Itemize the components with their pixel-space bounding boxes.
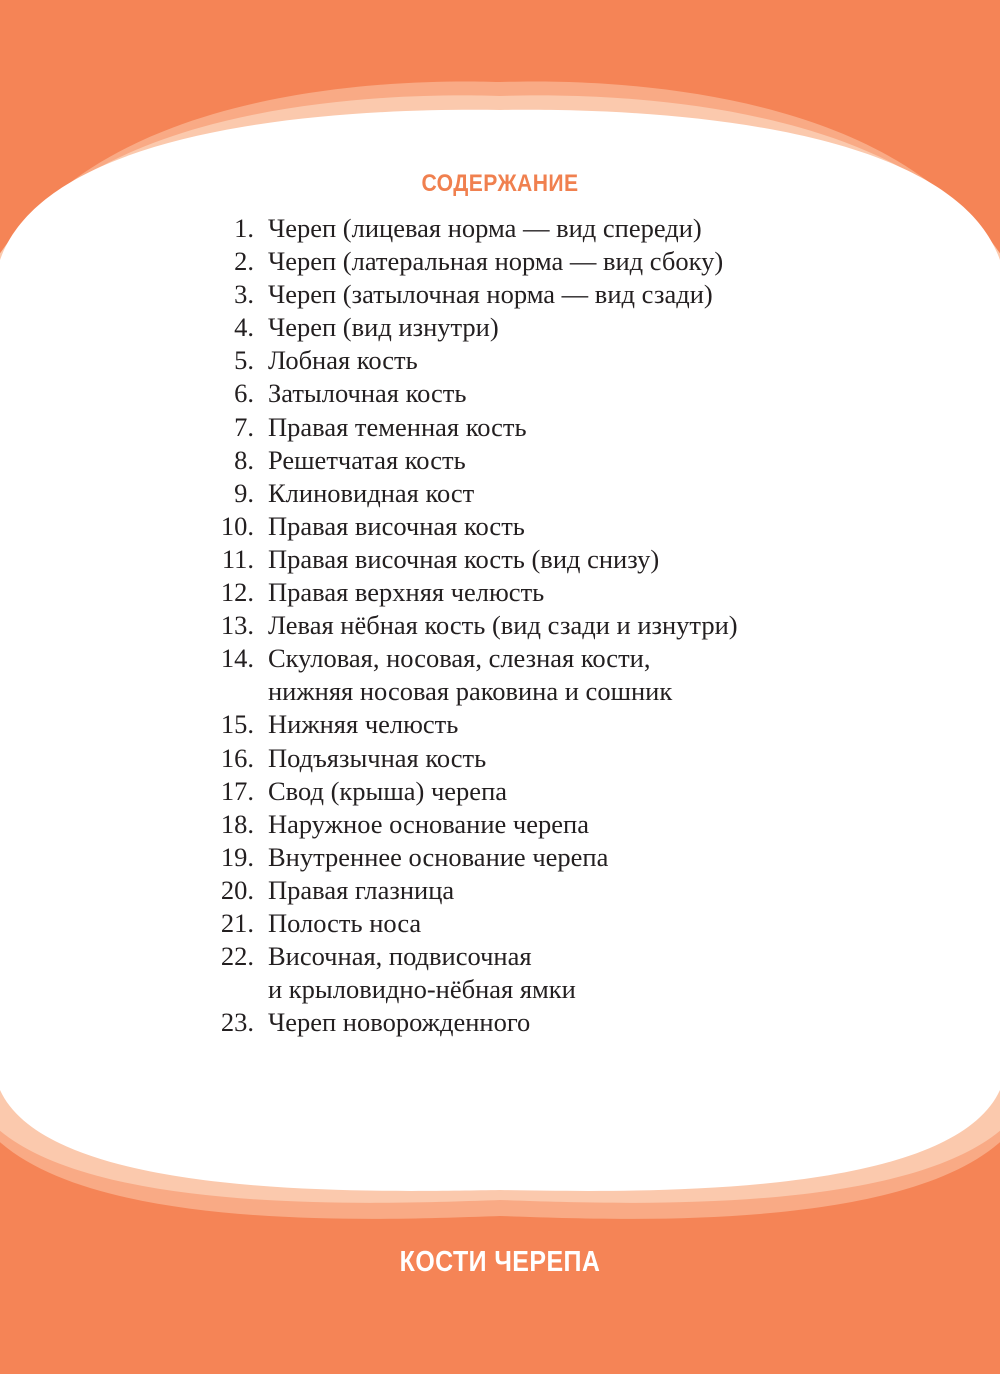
toc-item-title: Нижняя челюсть: [268, 709, 459, 740]
toc-item: [200, 609, 900, 642]
toc-item-number: 18.: [220, 808, 254, 839]
toc-item-title: Лобная кость: [268, 345, 418, 376]
toc-item: [200, 808, 900, 841]
toc-item-title: Решетчатая кость: [268, 444, 466, 475]
toc-item-title: Затылочная кость: [268, 378, 467, 409]
toc-item: [200, 510, 900, 543]
toc-item-number: 22.: [220, 941, 254, 972]
toc-item-title: Правая височная кость (вид снизу): [268, 543, 660, 574]
toc-item-number: 3.: [234, 279, 254, 310]
toc-item-title: Подъязычная кость: [268, 742, 487, 773]
toc-item-number: 6.: [234, 378, 254, 409]
toc-item: [200, 708, 900, 741]
toc-item-title: Череп (лицевая норма — вид спереди): [268, 213, 702, 243]
toc-item-number: 1.: [234, 213, 254, 243]
toc-item-number: 17.: [220, 775, 254, 806]
toc-list: [200, 212, 900, 1039]
toc-item: [200, 477, 900, 510]
toc-item-title: Череп (вид изнутри): [268, 312, 499, 343]
toc-item: [200, 742, 900, 775]
toc-item: [200, 311, 900, 344]
toc-item-title: Правая височная кость: [268, 510, 525, 541]
toc-item: [200, 344, 900, 377]
toc-item-number: 19.: [220, 841, 254, 872]
toc-item: [200, 278, 900, 311]
toc-item-number: 13.: [220, 610, 254, 641]
toc-heading: СОДЕРЖАНИЕ: [421, 170, 579, 197]
toc-item: [200, 543, 900, 576]
toc-item-number: 10.: [220, 510, 254, 541]
toc-item-number: 16.: [220, 742, 254, 773]
toc-item: [200, 212, 900, 245]
toc-item-number: 21.: [220, 907, 254, 938]
toc-item-title: Правая теменная кость: [268, 411, 527, 442]
toc-item: [200, 907, 900, 940]
toc-item-number: 2.: [234, 246, 254, 277]
toc-item-title: Правая глазница: [268, 874, 455, 905]
toc-item-title: Правая верхняя челюсть: [268, 577, 545, 608]
toc-item-number: 12.: [220, 577, 254, 608]
toc-item-title: Височная, подвисочная и крыловидно-нёбная ямки: [268, 941, 576, 1005]
toc-item-number: 15.: [220, 709, 254, 740]
toc-item: [200, 874, 900, 907]
toc-item-number: 20.: [220, 874, 254, 905]
toc-item-title: Скуловая, носовая, слезная кости, нижняя носовая раковина и сошник: [268, 643, 673, 707]
toc-item-number: 7.: [234, 411, 254, 442]
toc-item: [200, 841, 900, 874]
toc-item: [200, 576, 900, 609]
toc-item: [200, 1006, 900, 1039]
footer-title: КОСТИ ЧЕРЕПА: [399, 1246, 601, 1278]
toc-item-title: Наружное основание черепа: [268, 808, 589, 839]
toc-item-number: 23.: [220, 1007, 254, 1038]
toc-item-title: Левая нёбная кость (вид сзади и изнутри): [268, 610, 738, 641]
toc-item-number: 9.: [234, 477, 254, 508]
toc-item-number: 14.: [220, 643, 254, 674]
toc-item-title: Череп (затылочная норма — вид сзади): [268, 279, 713, 310]
toc-item-title: Клиновидная кост: [268, 477, 475, 508]
toc-item-number: 8.: [234, 444, 254, 475]
toc-item: [200, 411, 900, 444]
toc-item-title: Череп (латеральная норма — вид сбоку): [268, 246, 724, 277]
toc-item-title: Внутреннее основание черепа: [268, 841, 609, 872]
toc-item-number: 5.: [234, 345, 254, 376]
toc-item-title: Полость носа: [268, 907, 422, 938]
toc-item-number: 11.: [221, 543, 254, 574]
toc-item-title: Свод (крыша) черепа: [268, 775, 508, 806]
toc-item: [200, 775, 900, 808]
toc-item-title: Череп новорожденного: [268, 1007, 531, 1038]
toc-item: [200, 940, 900, 1006]
toc-item: [200, 377, 900, 410]
toc-item: [200, 245, 900, 278]
toc-item: [200, 444, 900, 477]
toc-item-number: 4.: [234, 312, 254, 343]
toc-item: [200, 642, 900, 708]
